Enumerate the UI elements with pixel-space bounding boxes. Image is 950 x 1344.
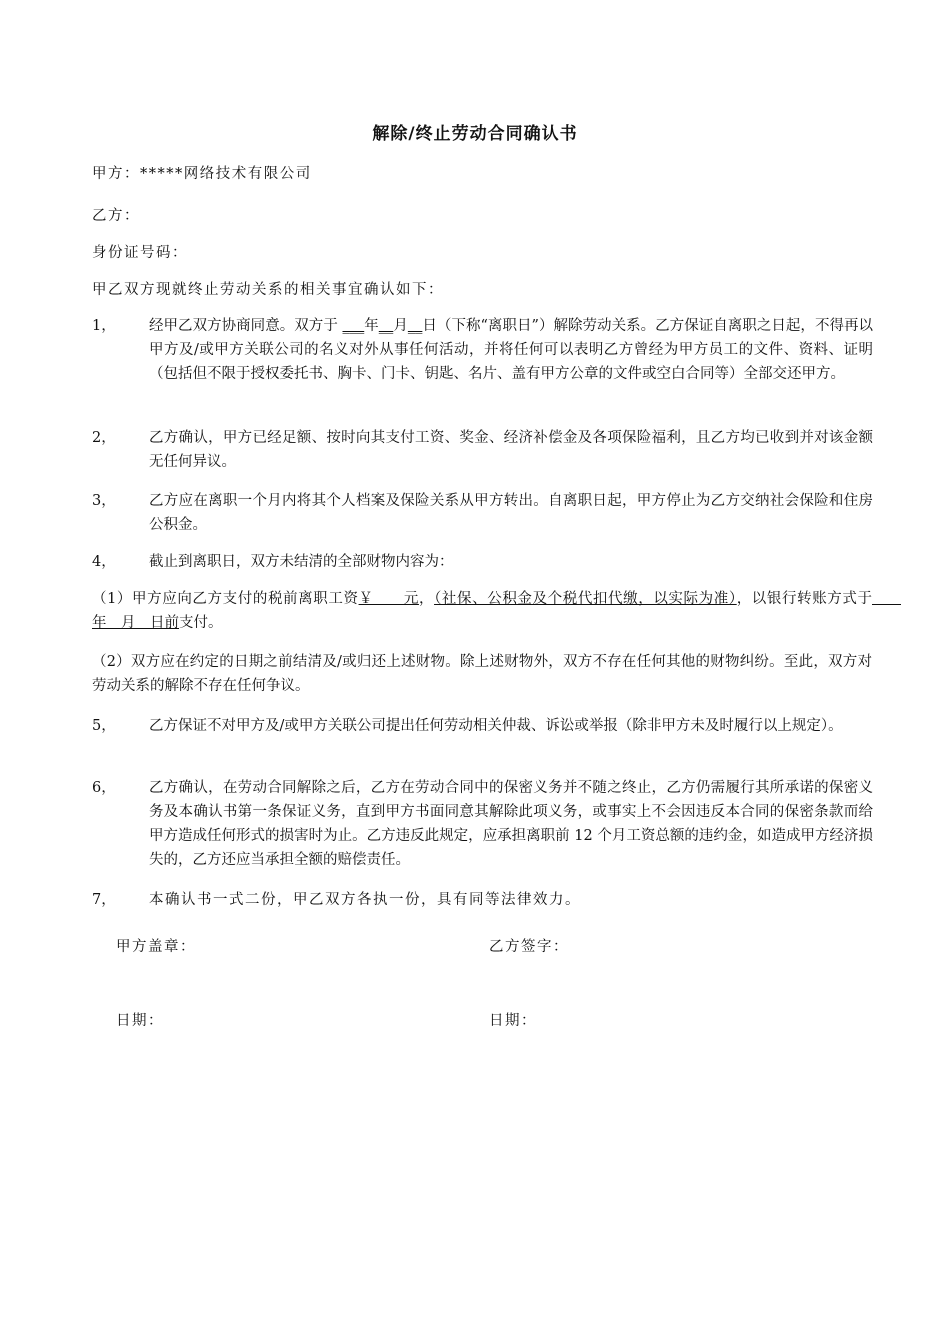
clause-text: 乙方应在离职一个月内将其个人档案及保险关系从甲方转出。自离职日起，甲方停止为乙方交纳社会保险和住房公积金。 [149, 493, 873, 533]
sub-clause-2: （2）双方应在约定的日期之前结清及/或归还上述财物。除上述财物外，双方不存在任何其他的财物纠纷。至此，双方对劳动关系的解除不存在任何争议。 [92, 654, 872, 694]
clause-text [149, 314, 873, 386]
clause-number: 1， [92, 318, 116, 334]
clause-text-part: 经甲乙双方协商同意。双方于 [149, 318, 343, 334]
party-a-seal-label: 甲方盖章： [116, 939, 196, 955]
payment-date-blank: 年 月 日前 [92, 591, 901, 631]
clause-number: 6， [92, 780, 116, 796]
party-a-line: 甲方：*****网络技术有限公司 [92, 166, 312, 182]
party-b-sign-label: 乙方签字： [489, 939, 569, 955]
id-number-line: 身份证号码： [92, 245, 188, 261]
clause-text-part: 日（下称“离职日”）解除劳动关系。乙方保证自离职之日起，不得再以甲方及/或甲方关联公司的名义对外从事任何活动，并将任何可以表明乙方曾经为甲方员工的文件、资料、证明（包括但不限于授权委托书、胸卡、门卡、钥匙、名片、盖有甲方公章的文件或空白合同等）全部交还甲方。 [149, 318, 874, 382]
month-label: 月 [393, 318, 408, 334]
clause-text: 截止到离职日，双方未结清的全部财物内容为： [149, 554, 454, 570]
party-a-date-label: 日期： [116, 1013, 164, 1029]
clause-number: 2， [92, 430, 116, 446]
year-label: 年 [364, 318, 379, 334]
sub-clause-text: ，以银行转账方式于 [736, 591, 872, 607]
party-b-date-label: 日期： [489, 1013, 537, 1029]
clause-number: 5， [92, 718, 116, 734]
sub-clause-1 [92, 587, 901, 635]
sub-clause-text: 支付。 [179, 615, 223, 631]
blank-day: __ [407, 318, 423, 334]
sub-clause-text: （1）甲方应向乙方支付的税前离职工资 [92, 591, 359, 607]
clause-number: 3， [92, 493, 116, 509]
blank-month: __ [378, 318, 394, 334]
clause-text: 乙方确认，甲方已经足额、按时向其支付工资、奖金、经济补偿金及各项保险福利，且乙方均已收到并对该金额无任何异议。 [149, 430, 873, 470]
clause-number: 7， [92, 892, 116, 908]
amount-blank: ￥ 元 [358, 591, 419, 607]
document-title: 解除/终止劳动合同确认书 [372, 124, 578, 144]
intro-line: 甲乙双方现就终止劳动关系的相关事宜确认如下： [92, 282, 444, 298]
amount-note: （社保、公积金及个税代扣代缴，以实际为准） [434, 591, 737, 607]
clause-text: 乙方保证不对甲方及/或甲方关联公司提出任何劳动相关仲裁、诉讼或举报（除非甲方未及时履行以上规定）。 [149, 718, 843, 734]
clause-text: 本确认书一式二份，甲乙双方各执一份，具有同等法律效力。 [149, 892, 581, 908]
sub-clause-text: ， [418, 591, 435, 607]
blank-year: ___ [342, 318, 365, 334]
party-b-line: 乙方： [92, 208, 140, 224]
clause-text: 乙方确认，在劳动合同解除之后，乙方在劳动合同中的保密义务并不随之终止，乙方仍需履行其所承诺的保密义务及本确认书第一条保证义务，直到甲方书面同意其解除此项义务，或事实上不会因违反本合同的保密条款而给甲方造成任何形式的损害时为止。乙方违反此规定，应承担离职前 12 个月工资总额的违约金，如造成甲方经济损失的，乙方还应当承担全额的赔偿责任。 [149, 780, 873, 868]
clause-number: 4， [92, 554, 116, 570]
